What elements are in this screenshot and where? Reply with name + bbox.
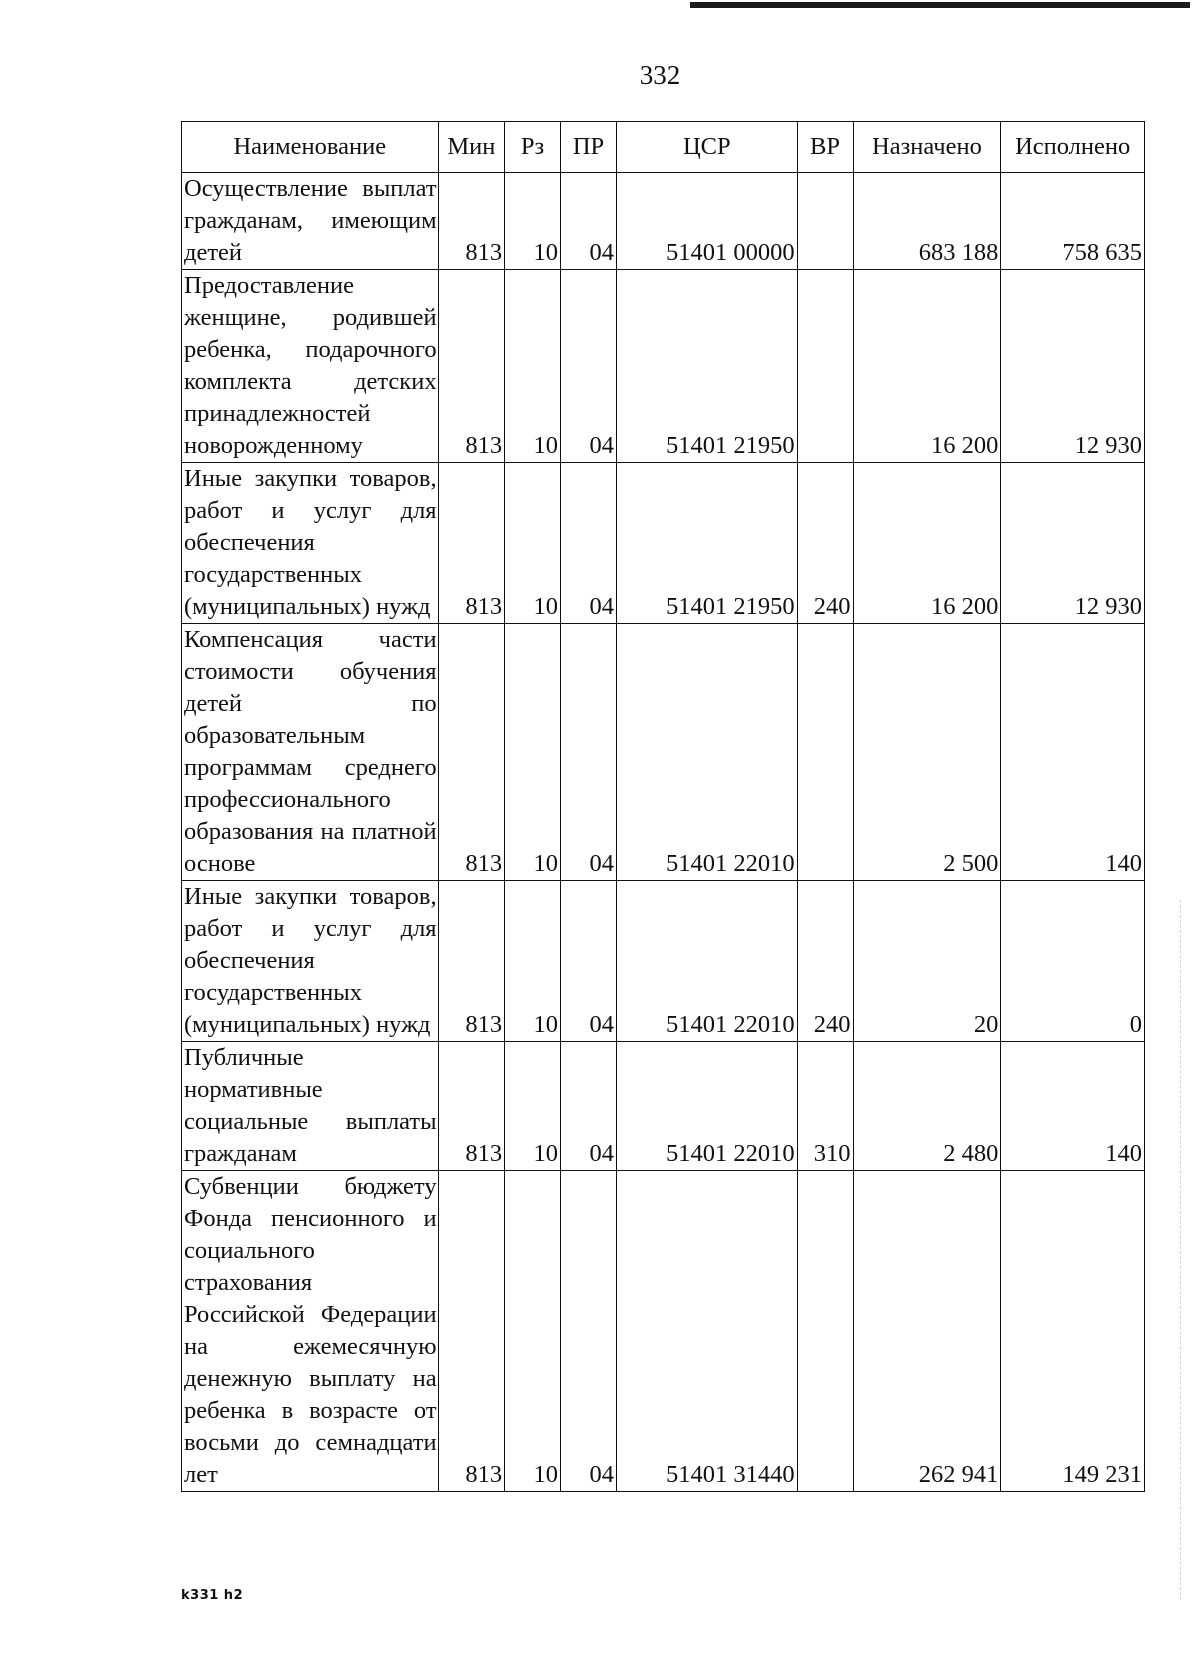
- cell-name: Осуществление выплат гражданам, имеющим детей: [182, 173, 439, 270]
- cell-vr: [797, 270, 853, 463]
- cell-rz: 10: [505, 624, 561, 881]
- cell-rz: 10: [505, 1042, 561, 1171]
- cell-rz: 10: [505, 1171, 561, 1492]
- cell-min: 813: [438, 1171, 505, 1492]
- scan-edge-noise: [1180, 900, 1182, 1600]
- table-row: [182, 463, 1145, 624]
- cell-csr: 51401 22010: [617, 624, 798, 881]
- cell-rz: 10: [505, 881, 561, 1042]
- page-number: 332: [639, 60, 681, 90]
- cell-pr: 04: [561, 881, 617, 1042]
- header-rz: Рз: [505, 122, 561, 173]
- cell-vr: [797, 624, 853, 881]
- cell-csr: 51401 31440: [617, 1171, 798, 1492]
- cell-executed: 0: [1001, 881, 1145, 1042]
- cell-name: Предоставление женщине, родившей ребенка, подарочного комплекта детских принадлежностей новорожденному: [182, 270, 439, 463]
- table-row: [182, 173, 1145, 270]
- cell-name: Иные закупки товаров, работ и услуг для обеспечения государственных (муниципальных) нужд: [182, 463, 439, 624]
- cell-pr: 04: [561, 1171, 617, 1492]
- header-vr: ВР: [797, 122, 853, 173]
- cell-csr: 51401 22010: [617, 881, 798, 1042]
- cell-assigned: 262 941: [853, 1171, 1001, 1492]
- cell-vr: [797, 173, 853, 270]
- cell-assigned: 20: [853, 881, 1001, 1042]
- cell-executed: 758 635: [1001, 173, 1145, 270]
- cell-assigned: 2 500: [853, 624, 1001, 881]
- cell-min: 813: [438, 270, 505, 463]
- cell-min: 813: [438, 1042, 505, 1171]
- cell-min: 813: [438, 881, 505, 1042]
- header-csr: ЦСР: [617, 122, 798, 173]
- cell-name: Субвенции бюджету Фонда пенсионного и социального страхования Российской Федерации на ежемесячную денежную выплату на ребенка в возрасте от восьми до семнадцати лет: [182, 1171, 439, 1492]
- table-row: [182, 1171, 1145, 1492]
- header-pr: ПР: [561, 122, 617, 173]
- table-row: [182, 624, 1145, 881]
- header-executed: Исполнено: [1001, 122, 1145, 173]
- cell-csr: 51401 21950: [617, 270, 798, 463]
- cell-vr: 310: [797, 1042, 853, 1171]
- cell-pr: 04: [561, 463, 617, 624]
- table-header: [182, 122, 1145, 173]
- cell-csr: 51401 00000: [617, 173, 798, 270]
- cell-vr: 240: [797, 463, 853, 624]
- cell-assigned: 16 200: [853, 463, 1001, 624]
- cell-assigned: 2 480: [853, 1042, 1001, 1171]
- cell-min: 813: [438, 463, 505, 624]
- table-row: [182, 881, 1145, 1042]
- footer-code: k331 h2: [181, 1588, 244, 1603]
- cell-executed: 140: [1001, 624, 1145, 881]
- budget-table: [181, 121, 1145, 1492]
- header-row: [182, 122, 1145, 173]
- top-edge-rule: [690, 2, 1190, 8]
- table-body: [182, 173, 1145, 1492]
- table-row: [182, 270, 1145, 463]
- cell-executed: 140: [1001, 1042, 1145, 1171]
- cell-pr: 04: [561, 1042, 617, 1171]
- cell-min: 813: [438, 624, 505, 881]
- cell-name: Компенсация части стоимости обучения детей по образовательным программам среднего профессионального образования на платной основе: [182, 624, 439, 881]
- cell-name: Публичные нормативные социальные выплаты гражданам: [182, 1042, 439, 1171]
- cell-executed: 12 930: [1001, 463, 1145, 624]
- header-name: Наименование: [182, 122, 439, 173]
- table-row: [182, 1042, 1145, 1171]
- cell-executed: 12 930: [1001, 270, 1145, 463]
- cell-executed: 149 231: [1001, 1171, 1145, 1492]
- cell-rz: 10: [505, 173, 561, 270]
- cell-vr: [797, 1171, 853, 1492]
- cell-assigned: 16 200: [853, 270, 1001, 463]
- cell-csr: 51401 22010: [617, 1042, 798, 1171]
- cell-min: 813: [438, 173, 505, 270]
- cell-pr: 04: [561, 173, 617, 270]
- header-assigned: Назначено: [853, 122, 1001, 173]
- cell-assigned: 683 188: [853, 173, 1001, 270]
- cell-rz: 10: [505, 270, 561, 463]
- cell-csr: 51401 21950: [617, 463, 798, 624]
- cell-name: Иные закупки товаров, работ и услуг для обеспечения государственных (муниципальных) нужд: [182, 881, 439, 1042]
- cell-pr: 04: [561, 270, 617, 463]
- cell-rz: 10: [505, 463, 561, 624]
- cell-pr: 04: [561, 624, 617, 881]
- cell-vr: 240: [797, 881, 853, 1042]
- header-min: Мин: [438, 122, 505, 173]
